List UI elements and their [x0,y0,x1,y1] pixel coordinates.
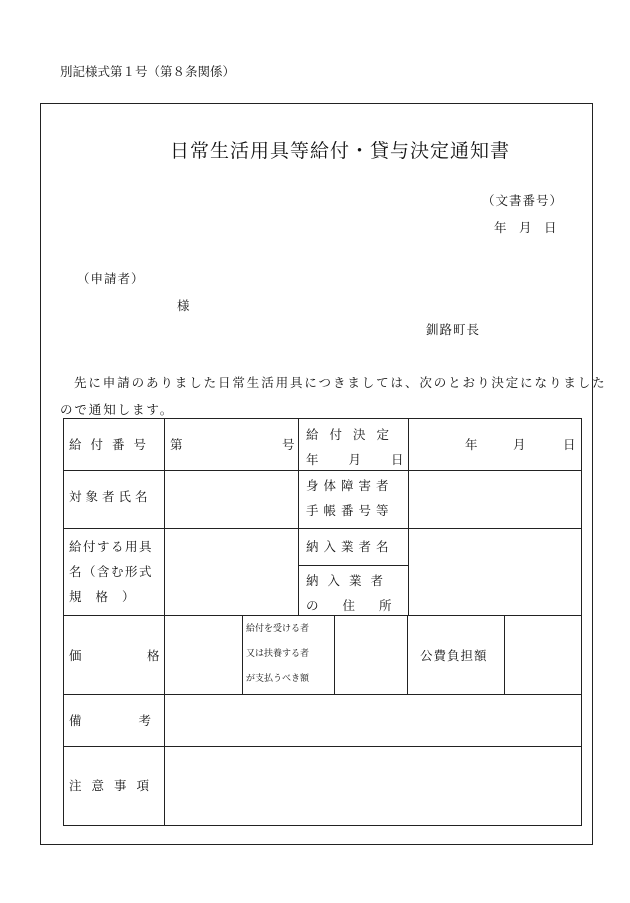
row-divider [63,694,582,695]
column-divider [334,615,335,694]
benefit-number-prefix: 第 [170,437,183,452]
body-text-line-2: ので通知します。 [60,402,175,417]
table-border-top [63,418,582,419]
remarks-label: 備考 [69,713,209,728]
applicant-label: （申請者） [77,271,145,286]
column-divider [242,615,243,694]
decision-date-month: 月 [513,437,526,452]
column-divider [408,418,409,615]
cell-divider [298,565,409,566]
column-divider [164,418,165,826]
decision-date-label-1: 給付決定 [306,427,401,442]
decision-date-day: 日 [563,437,576,452]
decision-date-label-2: 年月日 [306,452,434,467]
document-number: （文書番号） [482,193,564,208]
price-label-1: 価 [69,648,82,663]
body-text-line-1: 先に申請のありました日常生活用具につきましては、次のとおり決定になりました [74,375,607,390]
issuer-name: 釧路町長 [426,322,481,337]
table-border-right [581,418,582,826]
notice-frame [40,103,593,845]
equipment-label-1: 給付する用具 [69,539,154,554]
equipment-label-3: 規格） [69,589,149,604]
price-label-2: 格 [147,648,160,663]
benefit-number-label: 給付番号 [69,437,156,452]
row-divider [63,470,582,471]
issue-date: 年 月 日 [494,220,557,235]
table-border-bottom [63,825,582,826]
recipient-name-label: 対象者氏名 [69,489,152,504]
row-divider [63,528,582,529]
row-divider [63,746,582,747]
equipment-label-2: 名（含む形式 [69,564,154,579]
table-border-left [63,418,64,826]
document-title: 日常生活用具等給付・貸与決定通知書 [170,140,511,162]
vendor-address-label-1: 納入業者 [306,573,393,588]
form-reference: 別記様式第１号（第８条関係） [60,64,236,79]
column-divider [407,615,408,694]
payer-amount-label-3: が支払うべき額 [246,674,310,684]
payer-amount-label-2: 又は扶養する者 [246,649,310,659]
benefit-number-suffix: 号 [282,437,295,452]
public-burden-label: 公費負担額 [420,648,488,663]
honorific: 様 [177,298,190,313]
certificate-number-label-2: 手帳番号等 [306,503,394,518]
column-divider [298,418,299,615]
decision-date-year: 年 [465,437,478,452]
column-divider [504,615,505,694]
certificate-number-label-1: 身体障害者 [306,478,394,493]
vendor-address-label-2: の住所 [306,598,416,613]
payer-amount-label-1: 給付を受ける者 [246,624,310,634]
notes-label: 注意事項 [69,778,160,793]
vendor-name-label: 納入業者名 [306,539,394,554]
